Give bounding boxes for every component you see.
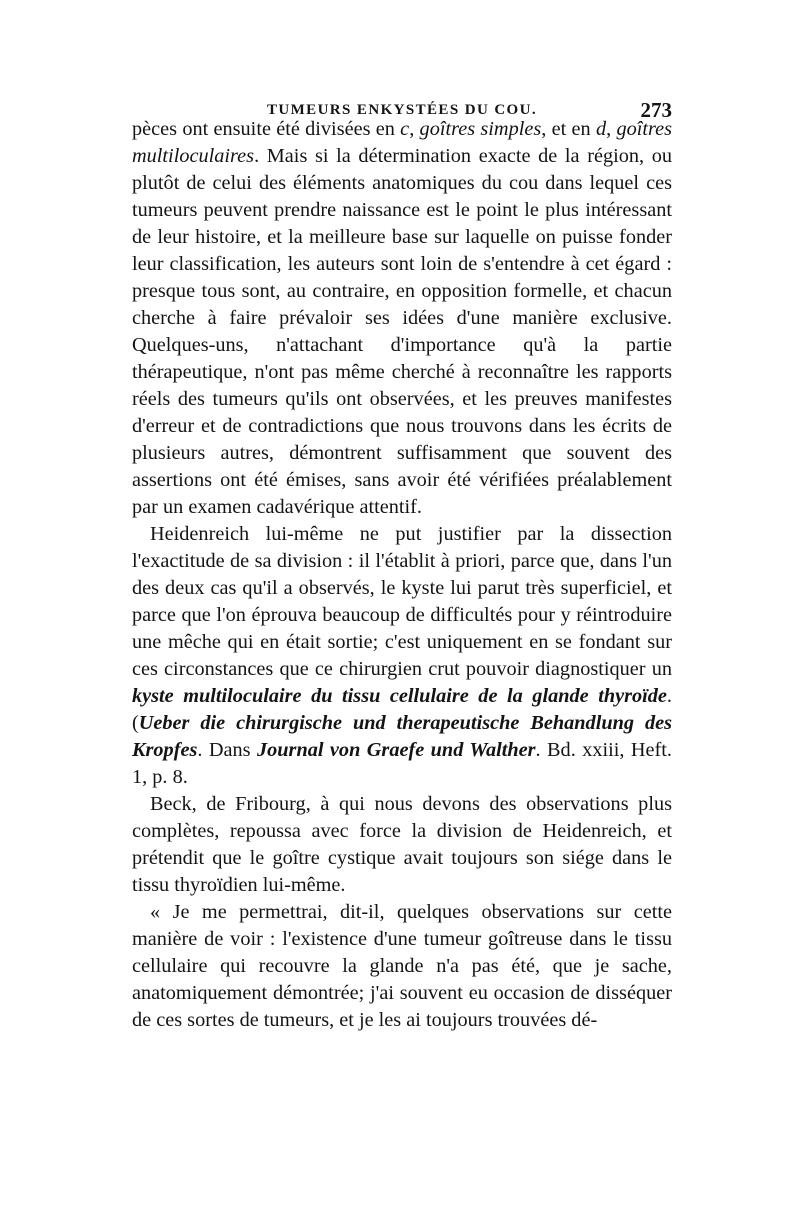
running-title: TUMEURS ENKYSTÉES DU COU. <box>266 102 538 118</box>
p2-text-a: Heidenreich lui-même ne put justifier par la dissection l'exactitude de sa division : il l'établit à priori, parce que, dans l'un des deux cas qu'il a observés, le kyste lui parut très superficiel, et parce que l'on éprouva beaucoup de difficultés pour y réintroduire une mêche qui en était sortie; c'est uniquement en se fondant sur ces circonstances que ce chirurgien crut pouvoir diagnostiquer un <box>132 523 672 680</box>
p2-text-c: . ( <box>132 685 672 734</box>
p1-text-g: , <box>606 118 617 140</box>
p1-text-d: goîtres simples <box>419 118 542 140</box>
p1-text-e: , et en <box>541 118 596 140</box>
p1-text-h: goîtres multiloculaires <box>132 118 673 167</box>
p1-text-b: c <box>400 118 410 140</box>
p2-text-g: . Bd. xxiii, Heft. 1, p. 8. <box>132 739 672 788</box>
p1-text-i: . Mais si la détermination exacte de la région, ou plutôt de celui des éléments anatomiques du cou dans lequel ces tumeurs peuvent prendre naissance est le point le plus intéressant de leur histoire, et la meilleure base sur laquelle on puisse fonder leur classification, les auteurs sont loin de s'entendre à cet égard : presque tous sont, au contraire, en opposition formelle, et chacun cherche à faire prévaloir ses idées d'une manière exclusive. Quelques-uns, n'attachant d'importance qu'à la partie thérapeutique, n'ont pas même cherché à reconnaître les rapports réels des tumeurs qu'ils ont observées, et les preuves manifestes d'erreur et de contradictions que nous trouvons dans les écrits de plusieurs autres, démontrent suffisamment que souvent des assertions ont été émises, sans avoir été vérifiées préalablement par un examen cadavérique attentif. <box>132 145 672 518</box>
page-number: 273 <box>640 98 672 122</box>
p2-text-f: Journal von Graefe und Walther <box>256 739 536 761</box>
paragraph-3: Beck, de Fribourg, à qui nous devons des observations plus complètes, repoussa avec force la division de Heidenreich, et prétendit que le goître cystique avait toujours son siége dans le tissu thyroïdien lui-même. <box>132 793 672 896</box>
p1-text-c: , <box>409 118 420 140</box>
p1-text-a: pèces ont ensuite été divisées en <box>132 118 401 140</box>
paragraph-1 <box>132 116 672 521</box>
body-text <box>132 116 672 1034</box>
paragraph-4: « Je me permettrai, dit-il, quelques observations sur cette manière de voir : l'existence d'une tumeur goîtreuse dans le tissu cellulaire qui recouvre la glande n'a pas été, que je sache, anatomiquement démontrée; j'ai souvent eu occasion de disséquer de ces sortes de tumeurs, et je les ai toujours trouvées dé- <box>132 901 672 1031</box>
p2-text-b: kyste multiloculaire du tissu cellulaire de la glande thyroïde <box>132 685 667 707</box>
p2-text-d: Ueber die chirurgische und therapeutische Behandlung des Kropfes <box>132 712 672 761</box>
paragraph-2 <box>132 521 672 791</box>
p2-text-e: . Dans <box>197 739 257 761</box>
p1-text-f: d <box>595 118 607 140</box>
